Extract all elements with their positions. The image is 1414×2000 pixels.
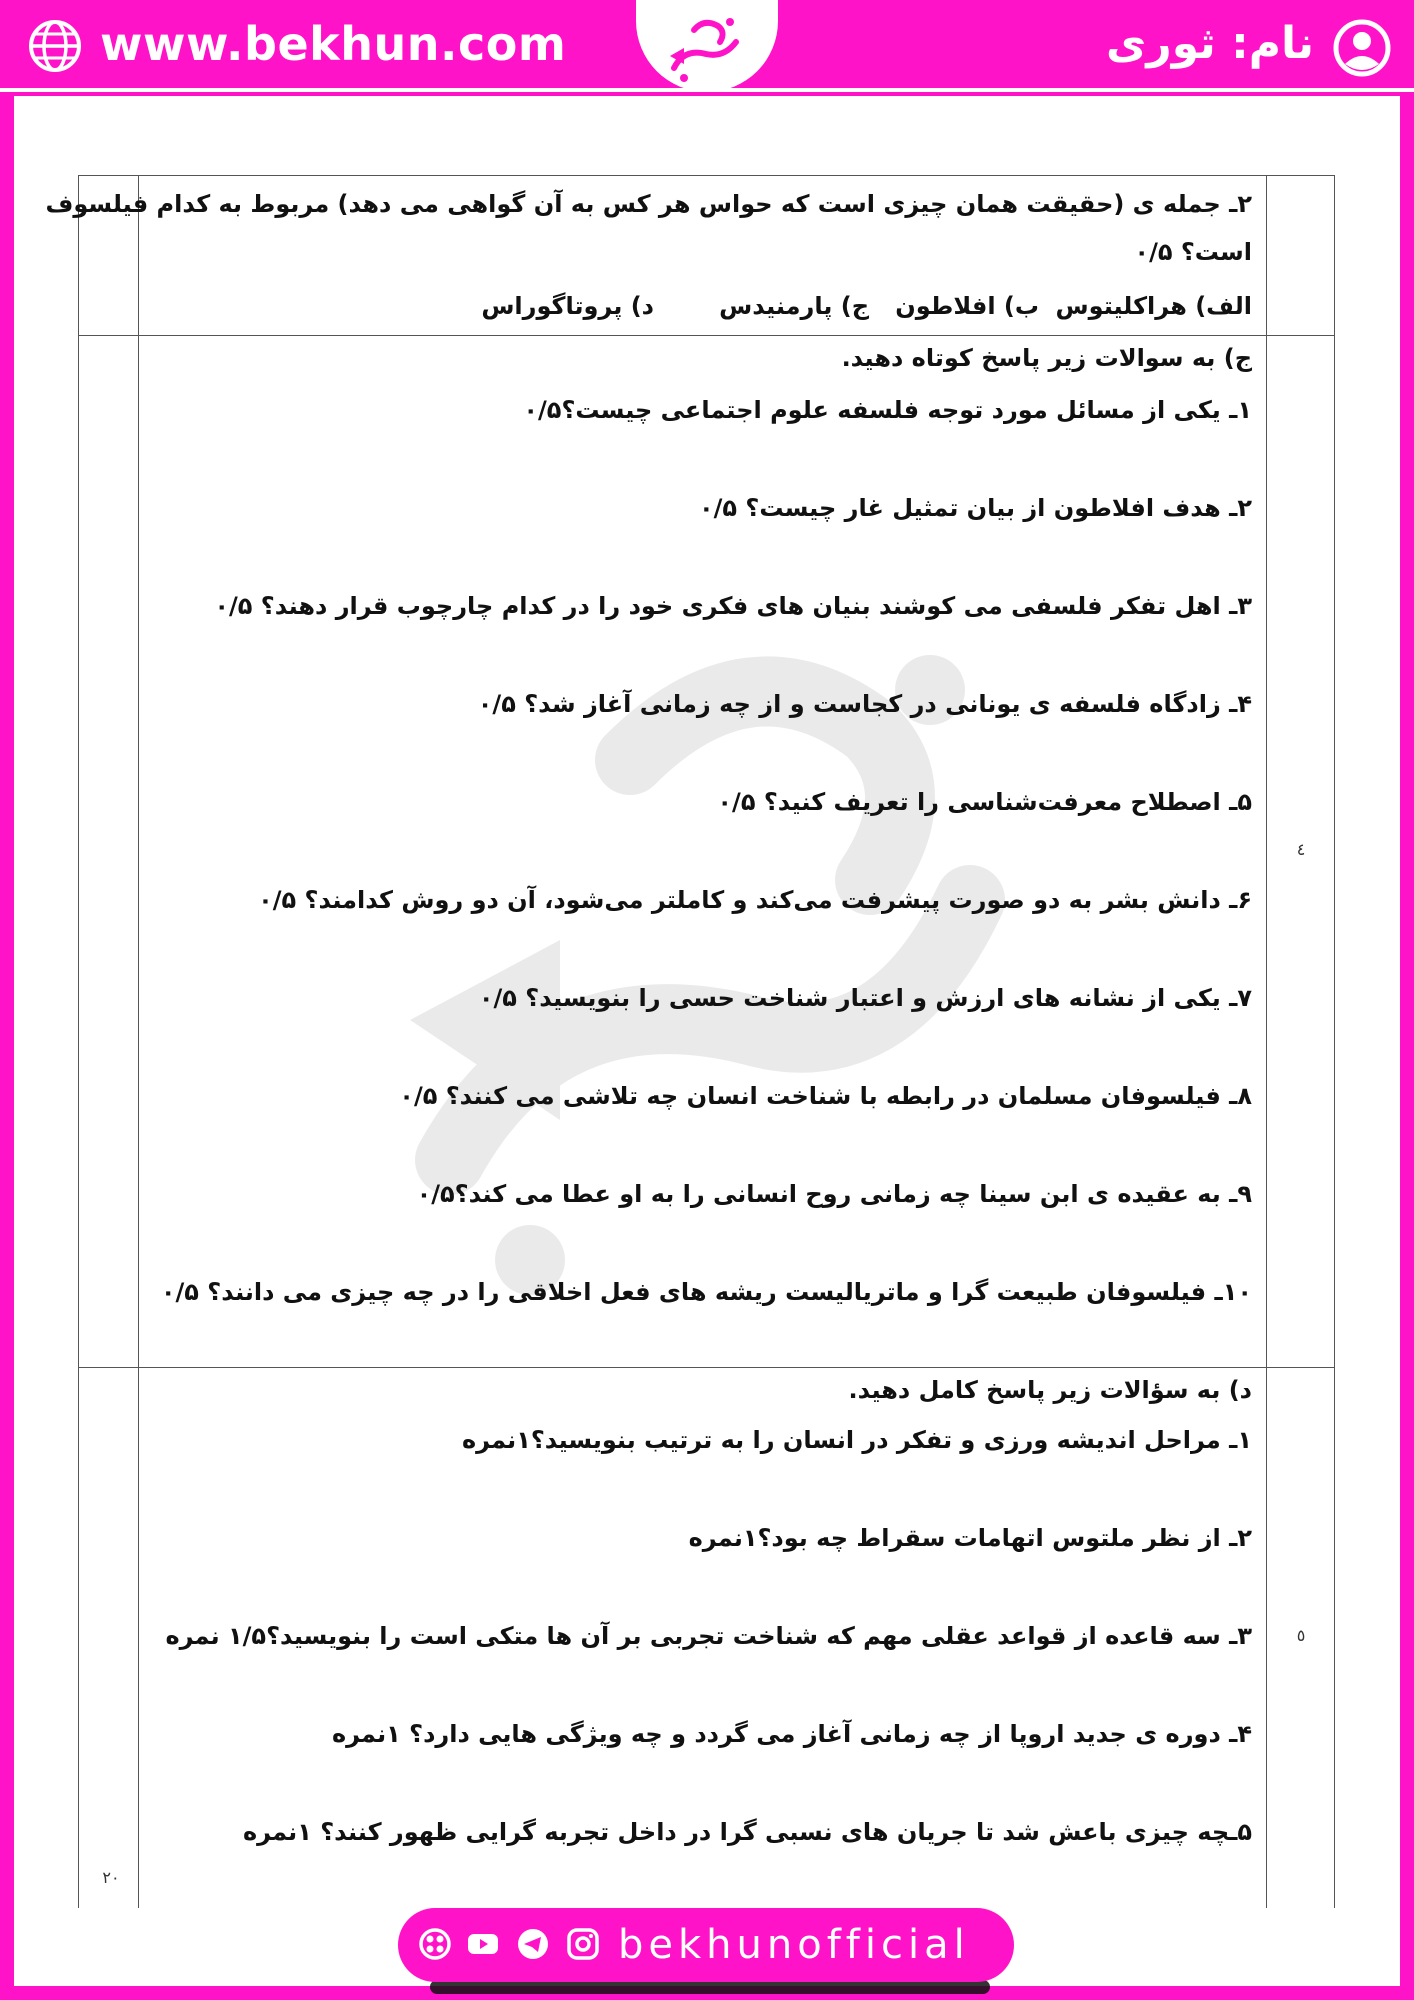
- question-d3: ۳ـ سه قاعده از قواعد عقلی مهم که شناخت تجربی بر آن ها متکی است را بنویسید؟۱/۵ نمره: [165, 1622, 1252, 1650]
- row-divider-1: [78, 335, 1335, 336]
- row-number-d: ٥: [1296, 1626, 1306, 1645]
- bekhun-logo: [654, 8, 760, 88]
- question-d1: ۱ـ مراحل اندیشه ورزی و تفکر در انسان را به ترتیب بنویسید؟۱نمره: [461, 1426, 1252, 1454]
- question-c10: ۱۰ـ فیلسوفان طبیعت گرا و ماتریالیست ریشه های فعل اخلاقی را در چه چیزی می دانند؟ ۰/۵: [160, 1278, 1252, 1306]
- question-b2-line2: است؟ ۰/۵: [1134, 238, 1252, 266]
- question-c6: ۶ـ دانش بشر به دو صورت پیشرفت می‌کند و کاملتر می‌شود، آن دو روش کدامند؟ ۰/۵: [258, 886, 1252, 914]
- question-c8: ۸ـ فیلسوفان مسلمان در رابطه با شناخت انسان چه تلاشی می کنند؟ ۰/۵: [399, 1082, 1252, 1110]
- globe-icon: [28, 19, 82, 73]
- table-top-border: [78, 175, 1335, 176]
- table-border-left: [78, 175, 79, 1908]
- instagram-icon[interactable]: [566, 1927, 600, 1961]
- question-c4: ۴ـ زادگاه فلسفه ی یونانی در کجاست و از چه زمانی آغاز شد؟ ۰/۵: [477, 690, 1252, 718]
- question-d4: ۴ـ دوره ی جدید اروپا از چه زمانی آغاز می گردد و چه ویژگی هایی دارد؟ ۱نمره: [331, 1720, 1252, 1748]
- question-c7: ۷ـ یکی از نشانه های ارزش و اعتبار شناخت حسی را بنویسید؟ ۰/۵: [478, 984, 1252, 1012]
- option-a: الف) هراکلیتوس: [1055, 292, 1252, 320]
- number-column-divider: [1266, 175, 1267, 1908]
- question-b2-line1: ۲ـ جمله ی (حقیقت همان چیزی است که حواس هر کس به آن گواهی می دهد) مربوط به کدام فیلسوف: [45, 190, 1252, 218]
- telegram-icon[interactable]: [516, 1927, 550, 1961]
- question-c9: ۹ـ به عقیده ی ابن سینا چه زمانی روح انسانی را به او عطا می کند؟۰/۵: [416, 1180, 1252, 1208]
- section-d-heading: د) به سؤالات زیر پاسخ کامل دهید.: [848, 1376, 1252, 1404]
- question-c3: ۳ـ اهل تفکر فلسفی می کوشند بنیان های فکری خود را در کدام چارچوب قرار دهند؟ ۰/۵: [214, 592, 1252, 620]
- question-c2: ۲ـ هدف افلاطون از بیان تمثیل غار چیست؟ ۰/۵: [699, 494, 1252, 522]
- header-underline: [14, 92, 1400, 96]
- aparat-icon[interactable]: [418, 1927, 452, 1961]
- student-name-label: نام: ثوری: [1106, 18, 1314, 69]
- row-divider-2: [78, 1367, 1335, 1368]
- row-number-c: ٤: [1296, 840, 1306, 859]
- social-handle[interactable]: bekhunofficial: [618, 1922, 970, 1968]
- score-column-divider: [138, 175, 139, 1908]
- option-c: ج) پارمنیدس: [719, 292, 869, 320]
- question-d5: ۵ـچه چیزی باعش شد تا جریان های نسبی گرا در داخل تجربه گرایی ظهور کنند؟ ۱نمره: [242, 1818, 1252, 1846]
- question-d2: ۲ـ از نظر ملتوس اتهامات سقراط چه بود؟۱نمره: [688, 1524, 1252, 1552]
- user-icon: [1332, 18, 1392, 78]
- youtube-icon[interactable]: [466, 1927, 500, 1961]
- table-border-right: [1334, 175, 1335, 1908]
- section-c-heading: ج) به سوالات زیر پاسخ کوتاه دهید.: [841, 344, 1252, 372]
- option-d: د) پروتاگوراس: [481, 292, 654, 320]
- score-total: ۲۰: [102, 1868, 120, 1887]
- option-b: ب) افلاطون: [895, 292, 1039, 320]
- question-c5: ۵ـ اصطلاح معرفت‌شناسی را تعریف کنید؟ ۰/۵: [717, 788, 1252, 816]
- website-url[interactable]: www.bekhun.com: [100, 17, 567, 71]
- footer-shadow: [430, 1980, 990, 1994]
- question-c1: ۱ـ یکی از مسائل مورد توجه فلسفه علوم اجتماعی چیست؟۰/۵: [523, 396, 1252, 424]
